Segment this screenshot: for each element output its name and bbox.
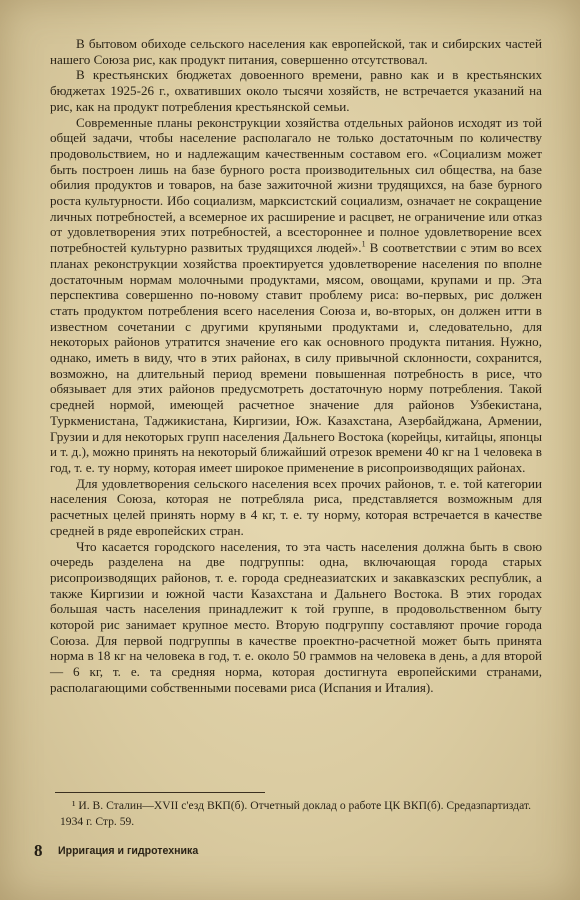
footnote-divider xyxy=(55,792,265,793)
body-text xyxy=(50,36,542,696)
paragraph-2: В крестьянских бюджетах довоенного времени, равно как и в крестьянских бюджетах 1925-26 г., охвативших около тысячи хозяйств, не встречается указаний на рис, как на продукт потребления крестьянской семьи. xyxy=(50,67,542,114)
paragraph-3-text: Современные планы реконструкции хозяйства отдельных районов исходят из той общей задачи, чтобы население располагало не только достаточным по количеству продовольствием, но и надлежащим качественным составом его. «Социализм может быть построен лишь на базе бурного роста производительных сил общества, на базе обилия продуктов и товаров, на базе зажиточной жизни трудящихся, на базе бурного роста культурности. Ибо социализм, марксистский социализм, означает не сокращение личных потребностей, а всемерное их расширение и расцвет, не ограничение или отказ от удовлетворения этих потребностей, а всестороннее и полное удовлетворение всех потребностей культурно развитых трудящихся людей». xyxy=(50,114,542,256)
paragraph-5: Что касается городского населения, то эта часть населения должна быть в свою очередь разделена на две подгруппы: одна, включающая города старых рисопроизводящих районов, т. е. города среднеазиатских и закавказских республик, а также Киргизии и южной части Казахстана и Дальнего Востока. В этих городах большая часть населения принадлежит к той группе, в продовольственном быту которой рис занимает крупное место. Вторую подгруппу составляют прочие города Союза. Для первой подгруппы в качестве проектно-расчетной может быть принята норма в 18 кг на человека в год, т. е. около 50 граммов на человека в день, а для второй — 6 кг, т. е. та средняя норма, которая достигнута европейскими странами, располагающими собственными посевами риса (Испания и Италия). xyxy=(50,538,542,695)
paragraph-4: Для удовлетворения сельского населения всех прочих районов, т. е. той категории населения Союза, которая не потребляла риса, представляется возможным для расчетных целей принять норму в 4 кг, т. е. ту норму, которая встречается в качестве средней в ряде европейских стран. xyxy=(50,475,542,538)
paragraph-1: В бытовом обиходе сельского населения как европейской, так и сибирских частей нашего Союза рис, как продукт питания, совершенно отсутствовал. xyxy=(50,36,542,67)
paragraph-3 xyxy=(50,115,542,476)
footnote: ¹ И. В. Сталин—XVII с'езд ВКП(б). Отчетный доклад о работе ЦК ВКП(б). Средазпартиздат. 1934 г. Стр. 59. xyxy=(60,799,532,828)
running-footer: Ирригация и гидротехника xyxy=(58,845,199,857)
page-number: 8 xyxy=(34,841,43,860)
paragraph-3-continuation: В соответствии с этим во всех планах реконструкции хозяйства проектируется удовлетворение населения по вполне достаточным нормам молочными продуктами, мясом, овощами, крупами и пр. Эта перспектива совершенно по-новому ставит проблему риса: во-первых, рис должен стать продуктом потребления всего населения Союза и, во-вторых, он должен итти в известном сочетании с другими крупяными продуктами и, следовательно, для некоторых районов утратится значение его как основного продукта питания. Нужно, однако, иметь в виду, что в этих районах, в силу привычной склонности, сохранится, возможно, на длительный период времени повышенная потребность в рисе, что обязывает для этих районов предусмотреть достаточную норму потребления. Такой средней нормой, имеющей расчетное значение для районов Узбекистана, Туркменистана, Таджикистана, Киргизии, Юж. Казахстана, Азербайджана, Армении, Грузии и для некоторых групп населения Дальнего Востока (корейцы, китайцы, японцы и т. д.), можно принять на некоторый ближайший отрезок времени 40 кг на 1 человека в год, т. е. ту норму, которая имеет широкое применение в рисопроизводящих районах. xyxy=(50,240,542,475)
footnote-marker: 1 xyxy=(361,239,366,249)
